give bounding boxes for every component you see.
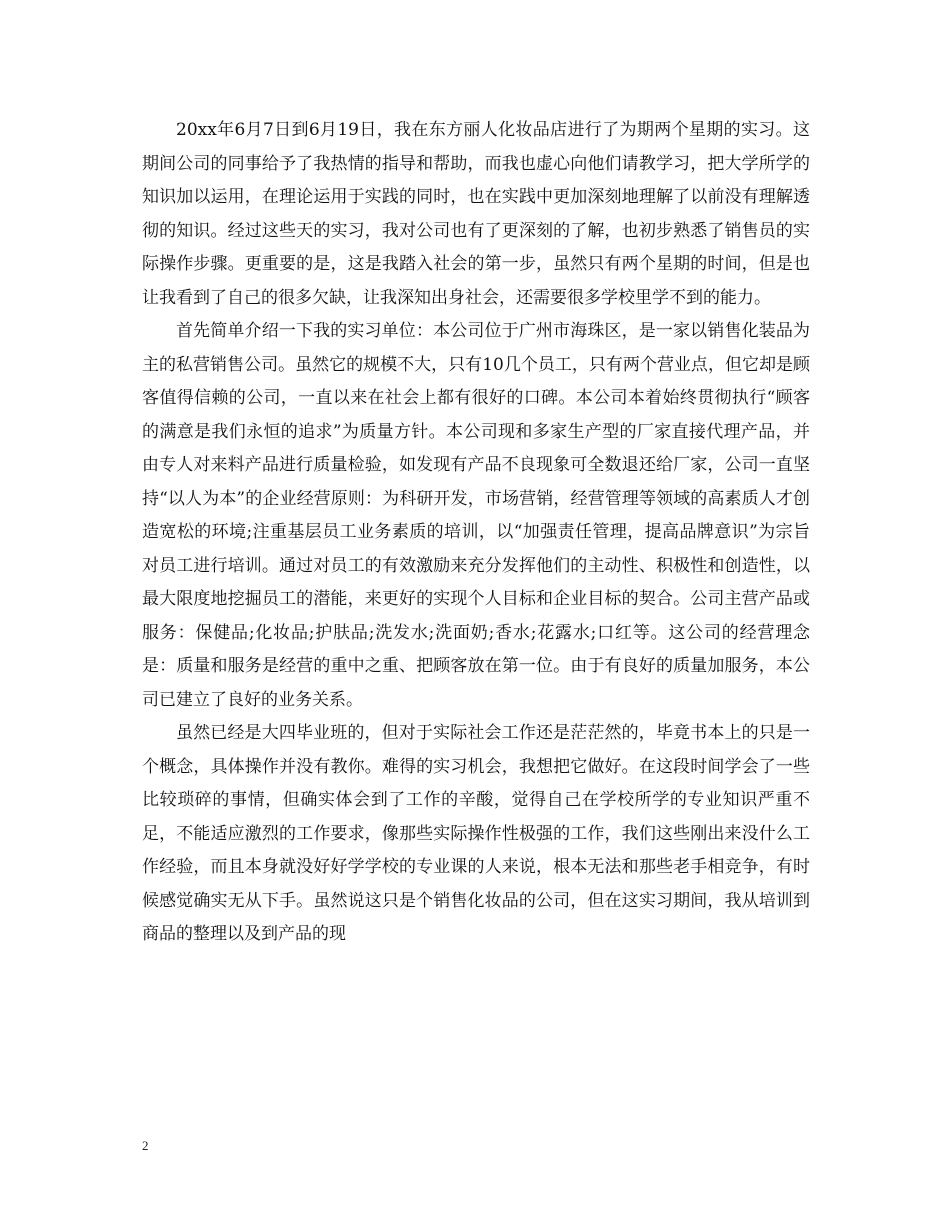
paragraph-1: 20xx年6月7日到6月19日，我在东方丽人化妆品店进行了为期两个星期的实习。这期间公司的同事给予了我热情的指导和帮助，而我也虚心向他们请教学习，把大学所学的知识加以运用，在理论运用于实践的同时，也在实践中更加深刻地理解了以前没有理解透彻的知识。经过这些天的实习，我对公司也有了更深刻的了解，也初步熟悉了销售员的实际操作步骤。更重要的是，这是我踏入社会的第一步，虽然只有两个星期的时间，但是也让我看到了自己的很多欠缺，让我深知出身社会，还需要很多学校里学不到的能力。 <box>142 120 810 308</box>
paragraph-2: 首先简单介绍一下我的实习单位：本公司位于广州市海珠区，是一家以销售化装品为主的私营销售公司。虽然它的规模不大，只有10几个员工，只有两个营业点，但它却是顾客值得信赖的公司，一直以来在社会上都有很好的口碑。本公司本着始终贯彻执行“顾客的满意是我们永恒的追求”为质量方针。本公司现和多家生产型的厂家直接代理产品，并由专人对来料产品进行质量检验，如发现有产品不良现象可全数退还给厂家，公司一直坚持“以人为本”的企业经营原则：为科研开发，市场营销，经营管理等领域的高素质人才创造宽松的环境;注重基层员工业务素质的培训，以“加强责任管理，提高品牌意识”为宗旨对员工进行培训。通过对员工的有效激励来充分发挥他们的主动性、积极性和创造性，以最大限度地挖掘员工的潜能，来更好的实现个人目标和企业目标的契合。公司主营产品或服务：保健品;化妆品;护肤品;洗发水;洗面奶;香水;花露水;口红等。这公司的经营理念是：质量和服务是经营的重中之重、把顾客放在第一位。由于有良好的质量加服务，本公司已建立了良好的业务关系。 <box>142 321 810 710</box>
page-number: 2 <box>142 1138 149 1153</box>
document-body <box>142 114 810 952</box>
paragraph-3: 虽然已经是大四毕业班的，但对于实际社会工作还是茫茫然的，毕竟书本上的只是一个概念，具体操作并没有教你。难得的实习机会，我想把它做好。在这段时间学会了一些比较琐碎的事情，但确实体会到了工作的辛酸，觉得自己在学校所学的专业知识严重不足，不能适应激烈的工作要求，像那些实际操作性极强的工作，我们这些刚出来没什么工作经验，而且本身就没好好学学校的专业课的人来说，根本无法和那些老手相竞争，有时候感觉确实无从下手。虽然说这只是个销售化妆品的公司，但在这实习期间，我从培训到商品的整理以及到产品的现 <box>142 723 810 944</box>
